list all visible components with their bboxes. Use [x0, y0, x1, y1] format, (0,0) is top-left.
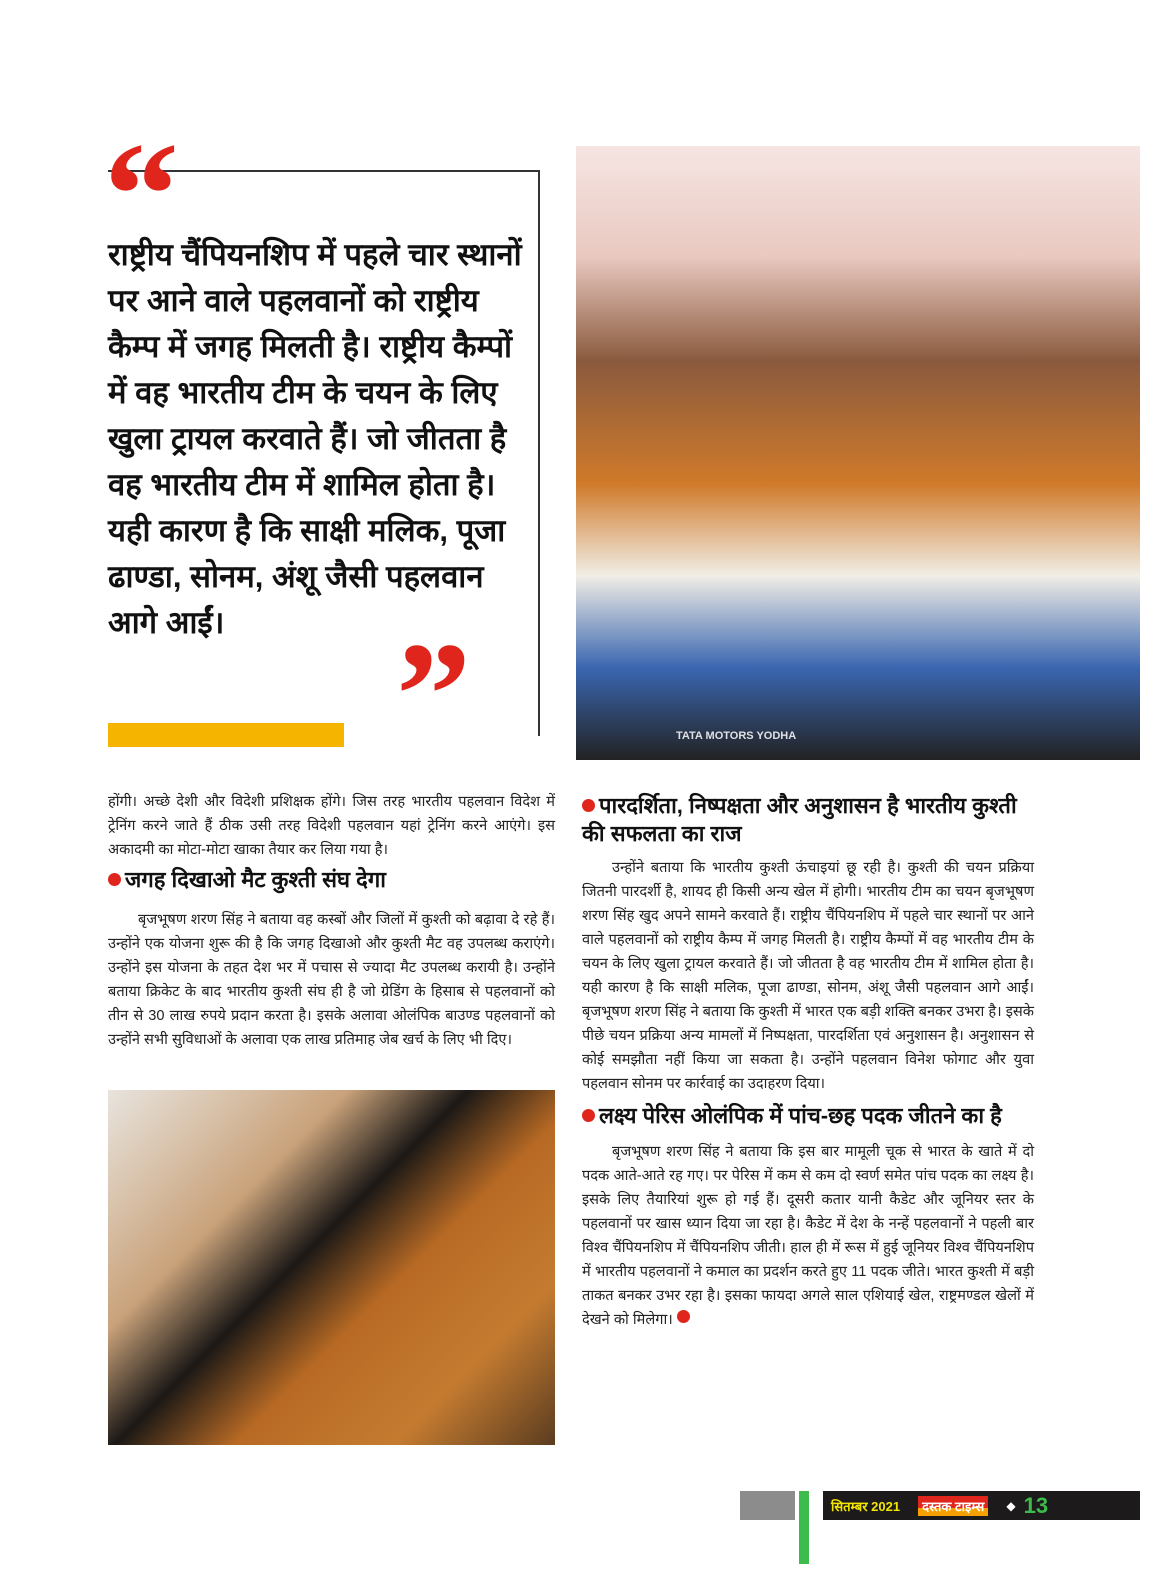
heading-text: लक्ष्य पेरिस ओलंपिक में पांच-छह पदक जीतने का है: [599, 1103, 1002, 1128]
open-quote-mark: “: [104, 112, 179, 278]
heading-text: जगह दिखाओ मैट कुश्ती संघ देगा: [125, 867, 386, 892]
end-mark-icon: [677, 1310, 690, 1323]
left-column: [108, 790, 555, 1052]
page-number: 13: [1023, 1492, 1049, 1518]
bullet-icon: [108, 873, 121, 886]
paragraph: होंगी। अच्छे देशी और विदेशी प्रशिक्षक होंगे। जिस तरह भारतीय पहलवान विदेश में ट्रेनिंग करने जाते हैं ठीक उसी तरह विदेशी पहलवान यहां ट्रेनिंग करने आएंगे। इस अकादमी का मोटा-मोटा खाका तैयार कर लिया गया है।: [108, 794, 555, 858]
official-portrait-photo: [108, 1090, 555, 1445]
section-heading: [108, 866, 555, 894]
heading-text: पारदर्शिता, निष्पक्षता और अनुशासन है भारतीय कुश्ती की सफलता का राज: [582, 793, 1017, 846]
paragraph: [582, 1140, 1034, 1332]
accent-bar: [108, 723, 344, 747]
magazine-logo: दस्तक टाइम्स: [918, 1496, 988, 1516]
issue-date: सितम्बर 2021: [831, 1498, 901, 1514]
wrestlers-group-photo: [576, 146, 1140, 760]
footer-green-rule: [799, 1491, 809, 1564]
close-quote-mark: ”: [396, 612, 471, 778]
section-heading: [582, 792, 1034, 848]
bullet-icon: [582, 799, 595, 812]
bullet-icon: [582, 1109, 595, 1122]
pull-quote-text: राष्ट्रीय चैंपियनशिप में पहले चार स्थानों पर आने वाले पहलवानों को राष्ट्रीय कैम्प में जगह मिलती है। राष्ट्रीय कैम्पों में वह भारतीय टीम के चयन के लिए खुला ट्रायल करवाते हैं। जो जीतता है वह भारतीय टीम में शामिल होता है। यही कारण है कि साक्षी मलिक, पूजा ढाण्डा, सोनम, अंशू जैसी पहलवान आगे आईं।: [108, 237, 522, 640]
separator-icon: ◆: [1006, 1498, 1016, 1513]
footer-gray-block: [740, 1491, 795, 1520]
paragraph-text: बृजभूषण शरण सिंह ने बताया कि इस बार मामूली चूक से भारत के खाते में दो पदक आते-आते रह गए। पर पेरिस में कम से कम दो स्वर्ण समेत पांच पदक का लक्ष्य है। इसके लिए तैयारियां शुरू हो गई हैं। दूसरी कतार यानी कैडेट और जूनियर स्तर के पहलवानों पर खास ध्यान दिया जा रहा है। कैडेट में देश के नन्हें पहलवानों ने पहली बार विश्व चैंपियनशिप में चैंपियनशिप जीती। हाल ही में रूस में हुई जूनियर विश्व चैंपियनशिप में भारतीय पहलवानों ने कमाल का प्रदर्शन करते हुए 11 पदक जीते। भारत कुश्ती में बड़ी ताकत बनकर उभर रहा है। इसका फायदा अगले साल एशियाई खेल, राष्ट्रमण्डल खेलों में देखने को मिलेगा।: [582, 1144, 1034, 1328]
paragraph: उन्होंने बताया कि भारतीय कुश्ती ऊंचाइयां छू रही है। कुश्ती की चयन प्रक्रिया जितनी पारदर्शी है, शायद ही किसी अन्य खेल में होगी। भारतीय टीम का चयन बृजभूषण शरण सिंह खुद अपने सामने करवाते हैं। राष्ट्रीय चैंपियनशिप में पहले चार स्थानों पर आने वाले पहलवानों को राष्ट्रीय कैम्प में जगह मिलती है। राष्ट्रीय कैम्पों में वह भारतीय टीम के चयन के लिए खुला ट्रायल करवाते हैं। जो जीतता है वह भारतीय टीम में शामिल होता है। यही कारण है कि साक्षी मलिक, पूजा ढाण्डा, सोनम, अंशू जैसी पहलवान आगे आईं। बृजभूषण शरण सिंह ने बताया कि कुश्ती में भारत एक बड़ी शक्ति बनकर उभरा है। इसके पीछे चयन प्रक्रिया अन्य मामलों में निष्पक्षता, पारदर्शिता एवं अनुशासन है। अनुशासन से कोई समझौता नहीं किया जा सकता है। उन्होंने पहलवान विनेश फोगाट और युवा पहलवान सोनम पर कार्रवाई का उदाहरण दिया।: [582, 860, 1034, 1092]
jersey-text: TATA MOTORS YODHA: [676, 730, 797, 742]
right-column: [582, 792, 1034, 1332]
paragraph: बृजभूषण शरण सिंह ने बताया वह कस्बों और जिलों में कुश्ती को बढ़ावा दे रहे हैं। उन्होंने एक योजना शुरू की है कि जगह दिखाओ और कुश्ती मैट वह उपलब्ध कराएंगे। उन्होंने इस योजना के तहत देश भर में पचास से ज्यादा मैट उपलब्ध करायी है। उन्होंने बताया क्रिकेट के बाद भारतीय कुश्ती संघ ही है जो ग्रेडिंग के हिसाब से पहलवानों को तीन से 30 लाख रुपये प्रदान करता है। इसके अलावा ओलंपिक बाउण्ड पहलवानों को उन्होंने सभी सुविधाओं के अलावा एक लाख प्रतिमाह जेब खर्च के लिए भी दिए।: [108, 912, 555, 1048]
section-heading: [582, 1102, 1034, 1130]
page-footer: [823, 1491, 1140, 1520]
